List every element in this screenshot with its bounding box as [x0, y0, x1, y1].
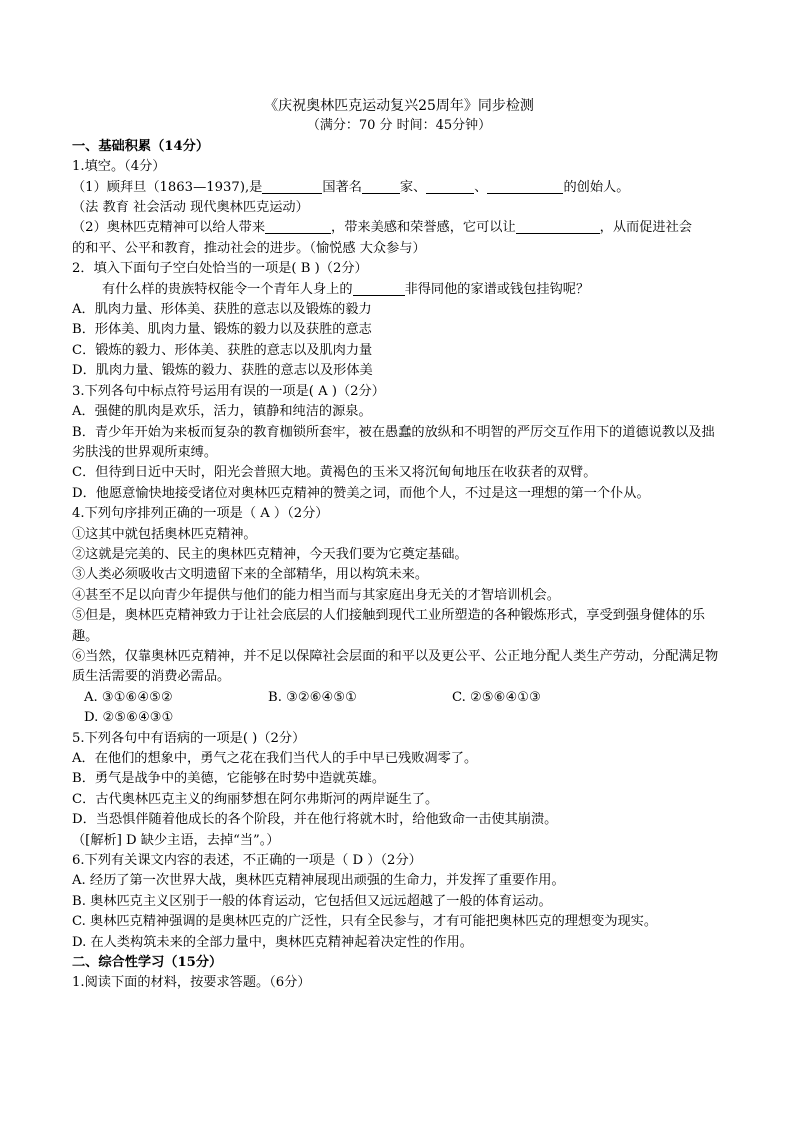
q5-option-b: B．勇气是战争中的美德，它能够在时势中造就英雄。 [72, 771, 386, 787]
q1-part1 [72, 178, 726, 198]
q4-heading: 4.下列句序排列正确的一项是（ A ）（2分） [72, 506, 329, 522]
q6-option-b: B. 奥林匹克主义区别于一般的体育运动，它包括但又远远超越了一般的体育运动。 [72, 893, 552, 909]
section-heading-1: 一、基础积累（14分） [72, 138, 210, 154]
q4-sentence-2: ②这就是完美的、民主的奥林匹克精神，今天我们要为它奠定基础。 [72, 546, 468, 562]
blank [353, 281, 405, 296]
section-heading-2: 二、综合性学习（15分） [72, 955, 223, 971]
page-subtitle: （满分：70 分 时间：45分钟） [306, 118, 492, 134]
blank [362, 179, 400, 194]
q4-sentence-6: ⑥当然，仅靠奥林匹克精神，并不足以保障社会层面的和平以及更公平、公正地分配人类生产劳动，分配满足物质生活需要的消费必需品。 [72, 648, 719, 685]
q6-option-d: D. 在人类构筑未来的全部力量中，奥林匹克精神起着决定性的作用。 [72, 934, 473, 950]
q4-options [72, 688, 726, 708]
q1-hint1: （法 教育 社会活动 现代奥林匹克运动） [72, 200, 309, 216]
q4-option-a: A. ③①⑥④⑤② [84, 689, 173, 705]
q4-option-b: B. ③②⑥④⑤① [268, 689, 358, 705]
s2-q1-heading: 1.阅读下面的材料，按要求答题。（6分） [72, 975, 311, 991]
q5-option-a: A．在他们的想象中，勇气之花在我们当代人的手中早已残败凋零了。 [72, 751, 478, 766]
page-title: 《庆祝奥林匹克运动复兴25周年》同步检测 [264, 98, 534, 114]
q2-heading: 2．填入下面句子空白处恰当的一项是( B )（2分） [72, 261, 368, 277]
q2-stem-text-a: 有什么样的贵族特权能令一个青年人身上的 [102, 281, 353, 297]
blank [265, 219, 331, 234]
q5-option-d: D．当恐惧伴随着他成长的各个阶段，并在他行将就木时，给他致命一击使其崩溃。 [72, 812, 558, 828]
q6-option-a: A. 经历了第一次世界大战，奥林匹克精神展现出顽强的生命力，并发挥了重要作用。 [72, 873, 565, 889]
q6-option-c: C. 奥林匹克精神强调的是奥林匹克的广泛性，只有全民参与，才有可能把奥林匹克的理想变为现实。 [72, 914, 658, 930]
q4-option-c: C. ②⑤⑥④①③ [452, 689, 541, 705]
q2-option-d: D．肌肉力量、锻炼的毅力、获胜的意志以及形体美 [72, 363, 373, 379]
blank [426, 179, 474, 194]
q2-option-c: C．锻炼的毅力、形体美、获胜的意志以及肌肉力量 [72, 342, 373, 358]
q1-part2-text-c: ，从而促进社会 [599, 220, 692, 236]
q1-part1-text-d: 、 [474, 179, 488, 195]
q3-option-a: A．强健的肌肉是欢乐，活力，镇静和纯洁的源泉。 [72, 404, 372, 420]
q3-option-d: D．他愿意愉快地接受诸位对奥林匹克精神的赞美之词，而他个人，不过是这一理想的第一个仆从。 [72, 485, 650, 501]
q1-heading: 1.填空。（4分） [72, 159, 166, 175]
q2-stem-text-b: 非得同他的家谱或钱包挂钩呢？ [404, 281, 590, 297]
q1-part1-text-a: （1）顾拜旦（1863—1937),是 [72, 179, 263, 195]
q1-part2-cont: 的和平、公平和教育，推动社会的进步。（愉悦感 大众参与） [72, 240, 426, 256]
q4-sentence-3: ③人类必须吸收古文明遗留下来的全部精华，用以构筑未来。 [72, 567, 429, 583]
q2-option-b: B．形体美、肌肉力量、锻炼的毅力以及获胜的意志 [72, 322, 372, 338]
q1-part2-text-a: （2）奥林匹克精神可以给人带来 [72, 220, 266, 236]
q5-heading: 5.下列各句中有语病的一项是( )（2分） [72, 730, 306, 746]
q6-heading: 6.下列有关课文内容的表述，不正确的一项是（ D ）（2分） [72, 853, 422, 869]
q2-stem [72, 280, 726, 300]
blank [262, 179, 322, 194]
q3-option-b: B．青少年开始为来板而复杂的教育枷锁所套牢，被在愚蠢的放纵和不明智的严厉交互作用下的道德说教以及拙劣肤浅的世界观所束缚。 [72, 424, 715, 460]
blank [516, 219, 600, 234]
q3-option-c: C．但待到日近中天时，阳光会普照大地。黄褐色的玉米又将沉甸甸地压在收获者的双臂。 [72, 465, 597, 481]
q4-sentence-5: ⑤但是，奥林匹克精神致力于让社会底层的人们接触到现代工业所塑造的各种锻炼形式，享受到强身健体的乐趣。 [72, 608, 705, 644]
q5-option-c: C．古代奥林匹克主义的绚丽梦想在阿尔弗斯河的两岸诞生了。 [72, 791, 439, 807]
q2-option-a: A．肌肉力量、形体美、获胜的意志以及锻炼的毅力 [72, 302, 372, 318]
q5-analysis: （[解析] D 缺少主语，去掉“当”。） [72, 832, 280, 848]
q4-sentence-4: ④甚至不足以向青少年提供与他们的能力相当而与其家庭出身无关的才智培训机会。 [72, 587, 560, 603]
q1-part1-text-b: 国著名 [322, 179, 362, 195]
q4-option-d: D. ②⑤⑥④③① [84, 710, 174, 726]
q4-sentence-1: ①这其中就包括奥林匹克精神。 [72, 526, 257, 542]
q1-part1-text-c: 家、 [399, 179, 427, 195]
q1-part2 [72, 218, 726, 238]
q1-part2-text-b: ，带来美感和荣誉感，它可以让 [331, 220, 516, 236]
blank [487, 179, 563, 194]
q3-heading: 3.下列各句中标点符号运用有误的一项是( A )（2分） [72, 383, 385, 399]
worksheet-page [72, 96, 726, 994]
q1-part1-text-e: 的创始人。 [563, 179, 630, 195]
